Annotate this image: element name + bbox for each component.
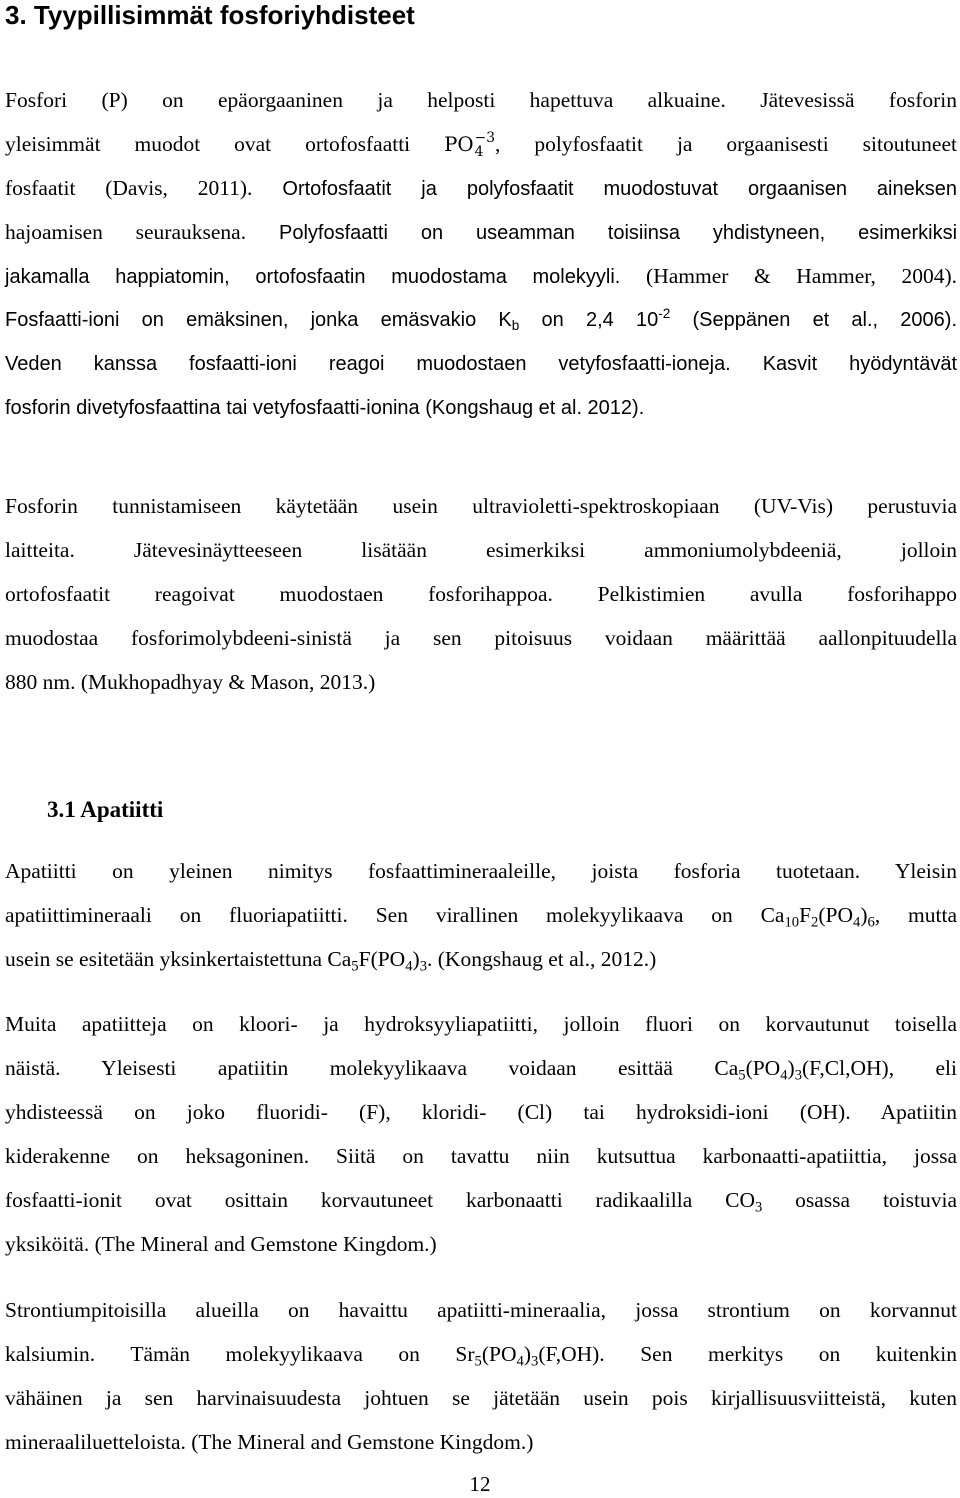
page-number: 12 — [469, 1472, 491, 1496]
text-line: apatiittimineraali on fluoriapatiitti. Sen virallinen molekyylikaava on $Ca_{10}F_2(PO_4)_6$, mutta — [5, 903, 957, 931]
text-line: fosfaatit (Davis, 2011). Ortofosfaatit ja polyfosfaatit muodostuvat orgaanisen aineksen — [5, 176, 957, 200]
text-line: kalsiumin. Tämän molekyylikaava on $Sr_5(PO_4)_3(F,OH)$. Sen merkitys on kuitenkin — [5, 1342, 957, 1370]
phosphate-formula: PO −3 4 — [444, 129, 496, 160]
section-heading: 3.1 Apatiitti — [47, 797, 164, 822]
text-line: ortofosfaatit reagoivat muodostaen fosforihappoa. Pelkistimien avulla fosforihappo — [5, 582, 957, 606]
text-line: Fosfaatti-ioni on emäksinen, jonka emäsvakio $K_b$ on 2,4 $10^{-2}$ (Seppänen et al., 2006). — [5, 305, 958, 334]
text-line: jakamalla happiatomin, ortofosfaatin muodostama molekyyli. (Hammer & Hammer, 2004). — [5, 264, 957, 288]
text-line: Muita apatiitteja on kloori- ja hydroksyyliapatiitti, jolloin fluori on korvautunut toisella — [5, 1012, 957, 1036]
paragraph-fosfori — [5, 78, 957, 430]
text-line: usein se esitetään yksinkertaistettuna $Ca_5F(PO_4)_3$. (Kongshaug et al., 2012.) — [5, 947, 657, 975]
paragraph-strontium — [5, 1288, 957, 1464]
text-line: laitteita. Jätevesinäytteeseen lisätään esimerkiksi ammoniumolybdeeniä, jolloin — [5, 538, 957, 562]
paragraph-apatiitti — [5, 849, 957, 981]
paragraph-tunnistus — [5, 484, 957, 704]
text-line: näistä. Yleisesti apatiitin molekyylikaava voidaan esittää $Ca_5(PO_4)_3(F,Cl,OH)$, eli — [5, 1056, 957, 1084]
text-line: kiderakenne on heksagoninen. Siitä on tavattu niin kutsuttua karbonaatti-apatiittia, jossa — [5, 1144, 957, 1168]
text-line: hajoamisen seurauksena. Polyfosfaatti on useamman toisiinsa yhdistyneen, esimerkiksi — [5, 220, 958, 244]
text-line: Apatiitti on yleinen nimitys fosfaattimineraaleille, joista fosforia tuotetaan. Yleisin — [5, 859, 957, 883]
text-line: yhdisteessä on joko fluoridi- (F), kloridi- (Cl) tai hydroksidi-ioni (OH). Apatiitin — [5, 1100, 957, 1124]
text-line: Fosfori (P) on epäorgaaninen ja helposti hapettuva alkuaine. Jätevesissä fosforin — [5, 88, 957, 112]
text-line: yleisimmät muodot ovat ortofosfaatti PO −3 4 , polyfosfaatit ja orgaanisesti sitoutuneet — [5, 129, 957, 160]
text-line: fosfaatti-ionit ovat osittain korvautuneet karbonaatti radikaalilla $CO_3$ osassa toistuvia — [5, 1188, 957, 1216]
paragraph-muita-apatiitteja — [5, 1002, 957, 1266]
text-line: yksiköitä. (The Mineral and Gemstone Kingdom.) — [5, 1232, 437, 1256]
text-line: vähäinen ja sen harvinaisuudesta johtuen se jätetään usein pois kirjallisuusviitteistä, kuten — [5, 1386, 957, 1410]
text-line: muodostaa fosforimolybdeeni-sinistä ja sen pitoisuus voidaan määrittää aallonpituudella — [5, 626, 957, 650]
text-line: Strontiumpitoisilla alueilla on havaittu apatiitti-mineraalia, jossa strontium on korvannut — [5, 1298, 957, 1322]
text-line: Fosforin tunnistamiseen käytetään usein ultravioletti-spektroskopiaan (UV-Vis) perustuvia — [5, 494, 957, 518]
text-line: mineraaliluetteloista. (The Mineral and Gemstone Kingdom.) — [5, 1430, 534, 1454]
chapter-heading: 3. Tyypillisimmät fosforiyhdisteet — [5, 0, 415, 30]
text-line: fosforin divetyfosfaattina tai vetyfosfaatti-ionina (Kongshaug et al. 2012). — [5, 397, 645, 419]
text-line: 880 nm. (Mukhopadhyay & Mason, 2013.) — [5, 670, 376, 694]
text-line: Veden kanssa fosfaatti-ioni reagoi muodostaen vetyfosfaatti-ioneja. Kasvit hyödyntävät — [5, 353, 957, 375]
